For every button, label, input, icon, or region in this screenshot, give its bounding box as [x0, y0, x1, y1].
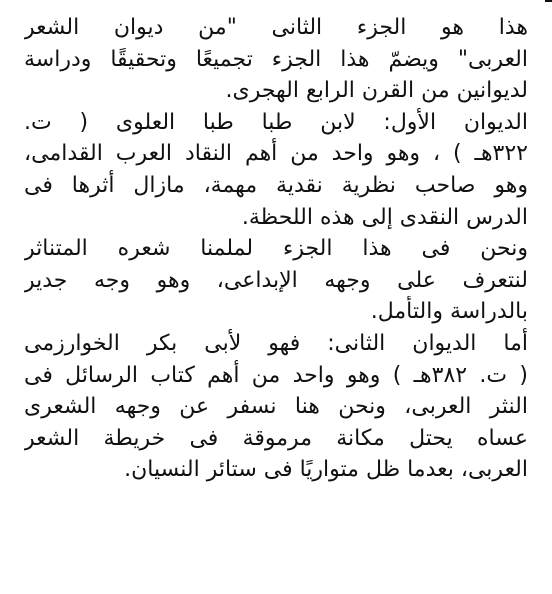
- scan-edge-mark: [545, 0, 552, 2]
- text-line: لديوانين من القرن الرابع الهجرى.: [225, 78, 528, 104]
- text-line: الدرس النقدى إلى هذه اللحظة.: [241, 204, 528, 230]
- text-line: عساه يحتل مكانة مرموقة فى خريطة الشعر: [24, 425, 528, 451]
- text-line: ونحن فى هذا الجزء لملمنا شعره المتناثر: [24, 236, 528, 262]
- text-line: العربى، بعدما ظل متواريًا فى ستائر النسيان.: [124, 457, 528, 483]
- text-line: بالدراسة والتأمل.: [370, 299, 528, 325]
- text-line: ٣٢٢هـ ) ، وهو واحد من أهم النقاد العرب القدامى،: [24, 141, 528, 167]
- text-line: الديوان الأول: لابن طبا طبا العلوى ( ت.: [24, 109, 528, 135]
- body-text: [24, 12, 528, 486]
- text-line: وهو صاحب نظرية نقدية مهمة، مازال أثرها فى: [24, 172, 528, 198]
- text-line: ( ت. ٣٨٢هـ ) وهو واحد من أهم كتاب الرسائل فى: [24, 362, 528, 388]
- text-line: العربى" ويضمّ هذا الجزء تجميعًا وتحقيقًا ودراسة: [24, 46, 528, 72]
- text-line: هذا هو الجزء الثانى "من ديوان الشعر: [24, 15, 528, 40]
- text-line: لنتعرف على وجهه الإبداعى، وهو وجه جدير: [24, 267, 528, 293]
- text-line: النثر العربى، ونحن هنا نسفر عن وجهه الشعرى: [24, 394, 528, 420]
- text-line: أما الديوان الثانى: فهو لأبى بكر الخوارزمى: [24, 330, 528, 356]
